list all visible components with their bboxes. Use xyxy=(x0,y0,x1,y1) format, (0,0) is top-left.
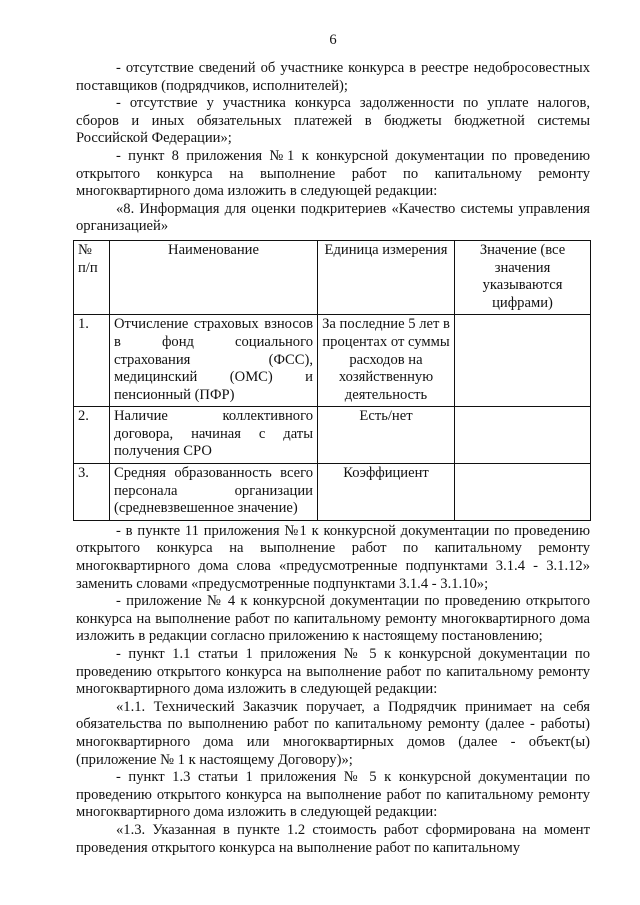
table-row xyxy=(74,407,591,464)
paragraph-appendix-4-amendment: - приложение № 4 к конкурсной документации по проведению открытого конкурса на выполнение работ по капитальному ремонту многоквартирного дома изложить в редакции согласно приложению к настоящему постановлению; xyxy=(76,593,590,645)
row-name: Отчисление страховых взносов в фонд социального страхования (ФСС), медицинский (ОМС) и пенсионный (ПФР) xyxy=(110,315,318,407)
row-name: Наличие коллективного договора, начиная с даты получения СРО xyxy=(110,407,318,464)
subcriteria-table xyxy=(73,240,591,521)
paragraph-item-1-3-text: «1.3. Указанная в пункте 1.2 стоимость работ сформирована на момент проведения открытого конкурса на выполнение работ по капитальному xyxy=(76,821,590,856)
row-num: 3. xyxy=(74,464,110,521)
header-unit: Единица измерения xyxy=(318,240,455,314)
row-unit: За последние 5 лет в процентах от суммы расходов на хозяйственную деятельность xyxy=(318,315,455,407)
row-value xyxy=(455,464,591,521)
paragraph-item-8-title: «8. Информация для оценки подкритериев «Качество системы управления организацией» xyxy=(76,200,590,235)
page-number: 6 xyxy=(329,32,337,48)
header-num: № п/п xyxy=(74,240,110,314)
row-value xyxy=(455,315,591,407)
header-value: Значение (все значения указываются цифрами) xyxy=(455,240,591,314)
row-unit: Есть/нет xyxy=(318,407,455,464)
table-row xyxy=(74,464,591,521)
table-header-row xyxy=(74,240,591,314)
paragraph-registry-absence: - отсутствие сведений об участнике конкурса в реестре недобросовестных поставщиков (подрядчиков, исполнителей); xyxy=(76,60,590,94)
paragraph-item-1-1-amendment: - пункт 1.1 статьи 1 приложения № 5 к конкурсной документации по проведению открытого конкурса на выполнение работ по капитальному ремонту многоквартирного дома изложить в следующей редакции: xyxy=(76,646,590,698)
row-unit: Коэффициент xyxy=(318,464,455,521)
row-num: 2. xyxy=(74,407,110,464)
row-value xyxy=(455,407,591,464)
row-num: 1. xyxy=(74,315,110,407)
paragraph-item-1-3-amendment: - пункт 1.3 статьи 1 приложения № 5 к конкурсной документации по проведению открытого конкурса на выполнение работ по капитальному ремонту многоквартирного дома изложить в следующей редакции: xyxy=(76,769,590,821)
table-row xyxy=(74,315,591,407)
paragraph-item-11-amendment: - в пункте 11 приложения №1 к конкурсной документации по проведению открытого конкурса на выполнение работ по капитальному ремонту многоквартирного дома слова «предусмотренные подпунктами 3.1.4 - 3.1.12» заменить словами «предусмотренные подпунктами 3.1.4 - 3.1.10»; xyxy=(76,522,590,592)
paragraph-no-tax-debt: - отсутствие у участника конкурса задолженности по уплате налогов, сборов и иных обязательных платежей в бюджеты бюджетной системы Российской Федерации»; xyxy=(76,95,590,147)
paragraph-item-8-amendment: - пункт 8 приложения №1 к конкурсной документации по проведению открытого конкурса на выполнение работ по капитальному ремонту многоквартирного дома изложить в следующей редакции: xyxy=(76,147,590,200)
header-name: Наименование xyxy=(110,240,318,314)
document-body xyxy=(76,60,590,857)
row-name: Средняя образованность всего персонала организации (средневзвешенное значение) xyxy=(110,464,318,521)
paragraph-item-1-1-text: «1.1. Технический Заказчик поручает, а Подрядчик принимает на себя обязательства по выполнению работ по капитальному ремонту (далее - работы) многоквартирного дома или многоквартирных домов (далее - объект(ы) (приложение № 1 к настоящему Договору)»; xyxy=(76,698,590,768)
